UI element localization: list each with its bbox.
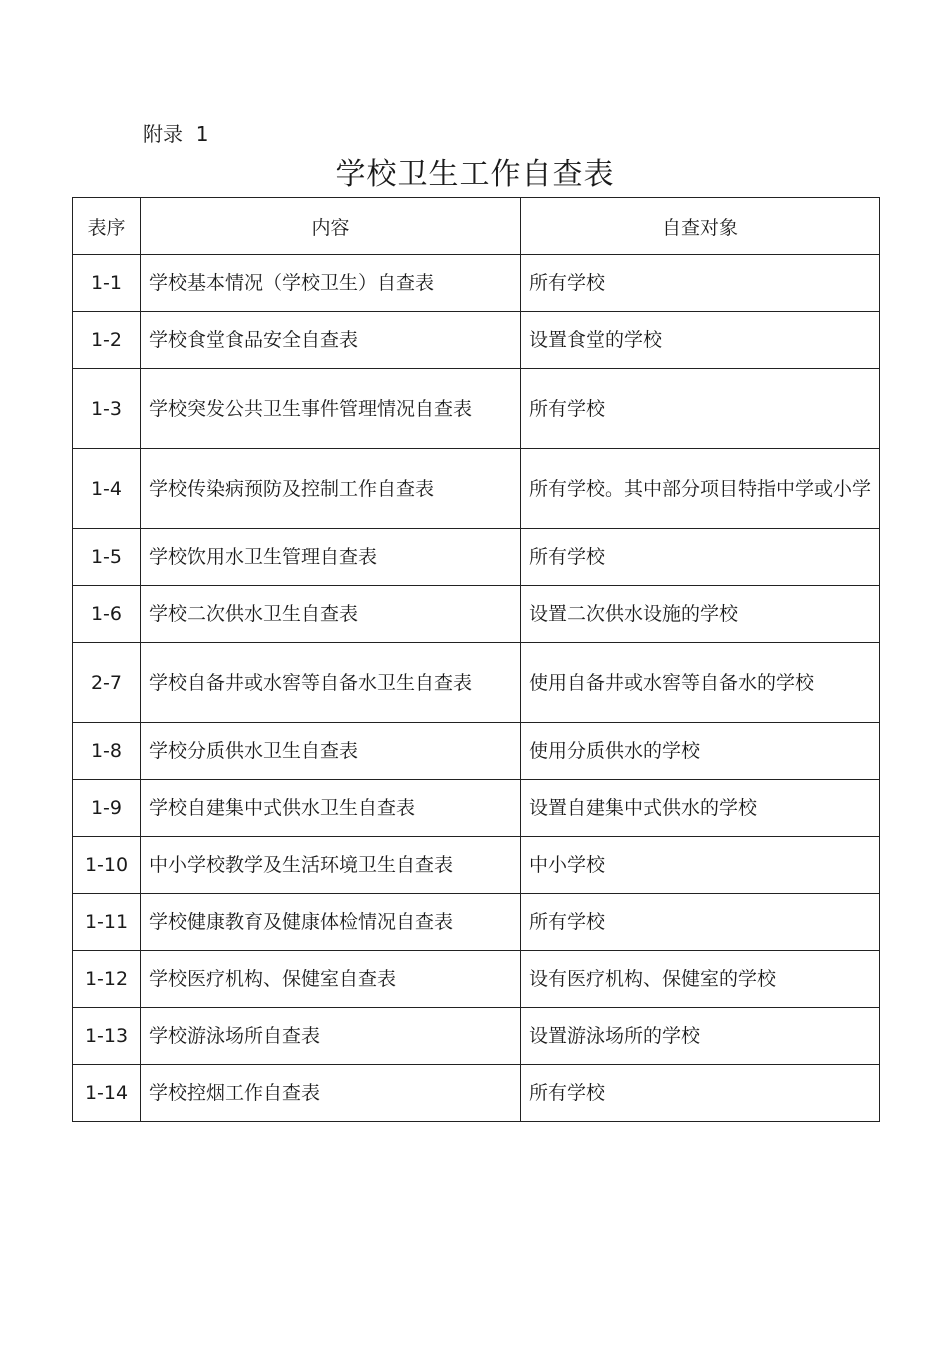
row-target: 所有学校。其中部分项目特指中学或小学 bbox=[521, 449, 880, 529]
row-no: 1-9 bbox=[73, 780, 141, 837]
appendix-label: 附录 1 bbox=[143, 122, 209, 146]
row-target: 设置游泳场所的学校 bbox=[521, 1008, 880, 1065]
document-title: 学校卫生工作自查表 bbox=[335, 157, 615, 192]
table-row bbox=[73, 837, 880, 894]
self-check-table bbox=[72, 197, 880, 1122]
row-target: 使用分质供水的学校 bbox=[521, 723, 880, 780]
row-content: 学校基本情况（学校卫生）自查表 bbox=[141, 255, 521, 312]
table-row bbox=[73, 951, 880, 1008]
row-target: 所有学校 bbox=[521, 529, 880, 586]
row-no: 1-12 bbox=[73, 951, 141, 1008]
row-no: 1-10 bbox=[73, 837, 141, 894]
row-target: 设置自建集中式供水的学校 bbox=[521, 780, 880, 837]
row-target: 所有学校 bbox=[521, 1065, 880, 1122]
row-target: 设置食堂的学校 bbox=[521, 312, 880, 369]
row-no: 1-14 bbox=[73, 1065, 141, 1122]
row-content: 学校医疗机构、保健室自查表 bbox=[141, 951, 521, 1008]
row-target: 所有学校 bbox=[521, 894, 880, 951]
row-no: 1-6 bbox=[73, 586, 141, 643]
row-content: 学校二次供水卫生自查表 bbox=[141, 586, 521, 643]
row-no: 1-1 bbox=[73, 255, 141, 312]
header-content: 内容 bbox=[141, 198, 521, 255]
table-row bbox=[73, 723, 880, 780]
row-no: 1-3 bbox=[73, 369, 141, 449]
row-content: 学校健康教育及健康体检情况自查表 bbox=[141, 894, 521, 951]
row-content: 学校饮用水卫生管理自查表 bbox=[141, 529, 521, 586]
table-row bbox=[73, 255, 880, 312]
table-row bbox=[73, 529, 880, 586]
table-row bbox=[73, 1008, 880, 1065]
row-content: 学校突发公共卫生事件管理情况自查表 bbox=[141, 369, 521, 449]
table-row bbox=[73, 894, 880, 951]
table-row bbox=[73, 586, 880, 643]
row-target: 中小学校 bbox=[521, 837, 880, 894]
table-row bbox=[73, 643, 880, 723]
row-content: 中小学校教学及生活环境卫生自查表 bbox=[141, 837, 521, 894]
row-content: 学校传染病预防及控制工作自查表 bbox=[141, 449, 521, 529]
table-row bbox=[73, 449, 880, 529]
row-target: 使用自备井或水窖等自备水的学校 bbox=[521, 643, 880, 723]
row-content: 学校游泳场所自查表 bbox=[141, 1008, 521, 1065]
row-content: 学校分质供水卫生自查表 bbox=[141, 723, 521, 780]
row-no: 2-7 bbox=[73, 643, 141, 723]
table-row bbox=[73, 369, 880, 449]
row-no: 1-13 bbox=[73, 1008, 141, 1065]
header-no: 表序 bbox=[73, 198, 141, 255]
row-content: 学校自备井或水窖等自备水卫生自查表 bbox=[141, 643, 521, 723]
table-header-row bbox=[73, 198, 880, 255]
table-row bbox=[73, 1065, 880, 1122]
table-row bbox=[73, 312, 880, 369]
row-no: 1-11 bbox=[73, 894, 141, 951]
row-target: 设置二次供水设施的学校 bbox=[521, 586, 880, 643]
row-content: 学校控烟工作自查表 bbox=[141, 1065, 521, 1122]
header-target: 自查对象 bbox=[521, 198, 880, 255]
row-target: 所有学校 bbox=[521, 255, 880, 312]
row-no: 1-8 bbox=[73, 723, 141, 780]
row-no: 1-5 bbox=[73, 529, 141, 586]
row-target: 所有学校 bbox=[521, 369, 880, 449]
row-no: 1-4 bbox=[73, 449, 141, 529]
row-target: 设有医疗机构、保健室的学校 bbox=[521, 951, 880, 1008]
row-content: 学校自建集中式供水卫生自查表 bbox=[141, 780, 521, 837]
row-no: 1-2 bbox=[73, 312, 141, 369]
row-content: 学校食堂食品安全自查表 bbox=[141, 312, 521, 369]
table-row bbox=[73, 780, 880, 837]
